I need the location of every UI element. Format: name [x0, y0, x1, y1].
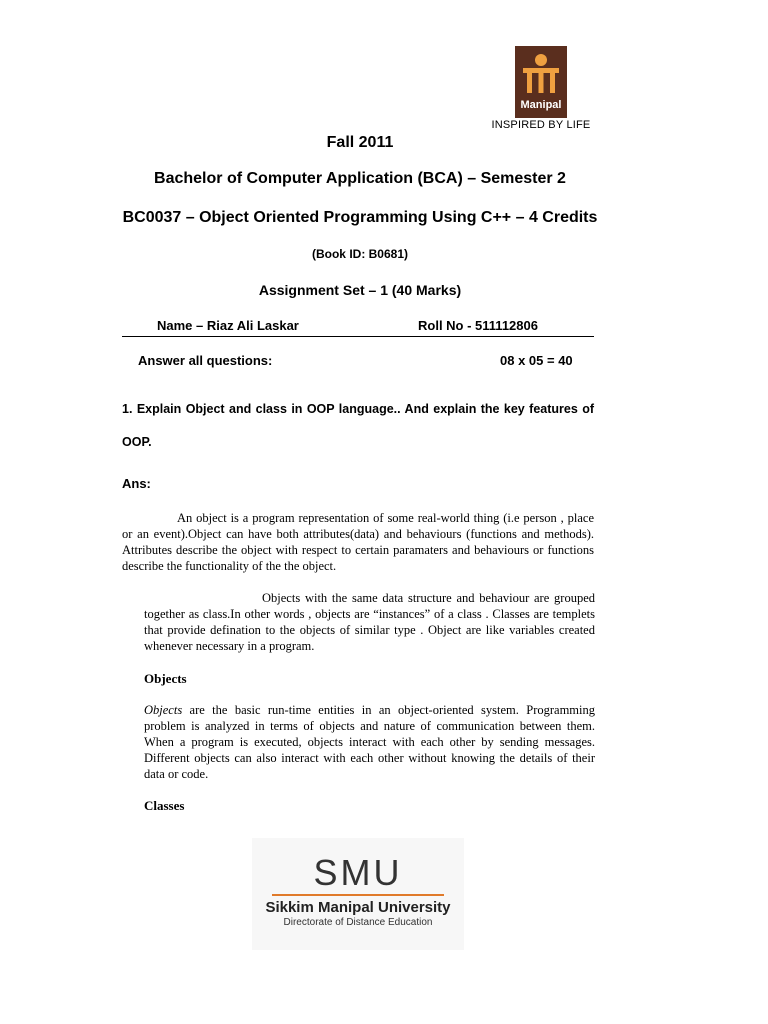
term-heading: Fall 2011	[326, 134, 394, 151]
student-name: Name – Riaz Ali Laskar	[157, 318, 299, 333]
answer-paragraph-1: An object is a program representation of some real-world thing (i.e person , place or an event).Object can have both attributes(data) and behaviours (functions and methods). Attributes describe the object with respect to certain paramaters and behaviours or functions describe the functionality of the the object.	[122, 511, 594, 573]
manipal-emblem-icon	[515, 46, 567, 100]
divider-rule	[122, 336, 594, 337]
objects-paragraph	[144, 702, 595, 782]
classes-heading: Classes	[144, 798, 185, 813]
answer-label: Ans:	[122, 476, 151, 491]
smu-acronym: SMU	[313, 852, 403, 893]
smu-divider	[272, 894, 444, 896]
objects-lead-term: Objects	[144, 703, 183, 717]
smu-subtitle: Directorate of Distance Education	[283, 917, 433, 928]
book-id: (Book ID: B0681)	[311, 247, 409, 261]
course-heading: BC0037 – Object Oriented Programming Using C++ – 4 Credits	[122, 209, 598, 226]
objects-body-text: are the basic run-time entities in an object-oriented system. Programming problem is analyzed in terms of objects and nature of communication between them. When a program is executed, objects interact with each other by sending messages. Different objects can also interact with each other without knowing the details of their data or code.	[144, 703, 595, 781]
marks-scheme: 08 x 05 = 40	[500, 353, 573, 368]
answer-paragraph-2: Objects with the same data structure and behaviour are grouped together as class.In other words , objects are “instances” of a class . Classes are templets that provide defination to the objects of similar type . Object are like variables created whenever necessary in a program.	[144, 591, 595, 653]
manipal-tagline: INSPIRED BY LIFE	[491, 119, 591, 131]
student-roll: Roll No - 511112806	[418, 318, 538, 333]
degree-heading: Bachelor of Computer Application (BCA) – Semester 2	[154, 170, 566, 187]
question-1: 1. Explain Object and class in OOP language.. And explain the key features of OOP.	[122, 402, 594, 449]
smu-university-name: Sikkim Manipal University	[265, 899, 451, 916]
assignment-heading: Assignment Set – 1 (40 Marks)	[258, 282, 462, 298]
objects-heading: Objects	[144, 671, 187, 686]
manipal-brand-text: Manipal	[520, 99, 562, 111]
instructions-text: Answer all questions:	[138, 353, 273, 368]
